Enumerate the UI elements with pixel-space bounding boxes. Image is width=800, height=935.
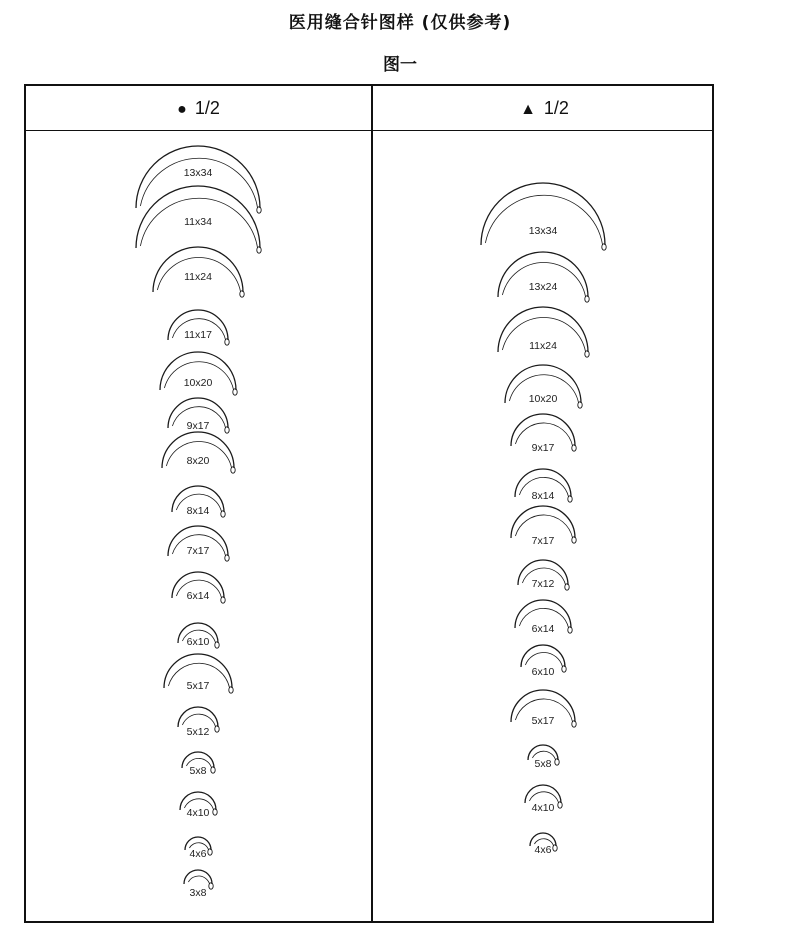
needle-eye xyxy=(558,802,562,808)
column-header-label: 1/2 xyxy=(543,98,569,118)
needle-size-label: 10x20 xyxy=(528,393,558,405)
needle-eye xyxy=(585,296,589,302)
needle-size-label: 9x17 xyxy=(186,420,210,432)
needle-item xyxy=(511,690,576,727)
needle-size-label: 6x10 xyxy=(186,636,210,648)
needle-item xyxy=(164,654,233,693)
needle-arc xyxy=(521,645,565,667)
needle-size-label: 4x10 xyxy=(186,807,210,819)
needle-size-label: 11x24 xyxy=(184,271,212,283)
needle-eye xyxy=(257,207,261,213)
needle-item xyxy=(168,310,229,345)
needle-item xyxy=(184,870,213,899)
column-header-label: 1/2 xyxy=(194,98,220,118)
needle-size-label: 11x17 xyxy=(184,329,212,341)
needle-eye xyxy=(562,666,566,672)
needle-size-label: 4x6 xyxy=(534,844,552,856)
needle-item xyxy=(136,186,261,253)
needle-eye xyxy=(225,339,229,345)
needle-eye xyxy=(221,597,225,603)
needle-size-label: 6x10 xyxy=(531,666,555,678)
needle-eye xyxy=(602,244,606,250)
needle-arc xyxy=(178,707,218,727)
page-title: 医用缝合针图样 (仅供参考) xyxy=(288,13,512,33)
needle-item xyxy=(182,752,215,777)
needle-eye xyxy=(585,351,589,357)
needle-item xyxy=(515,600,572,635)
needle-eye xyxy=(233,389,237,395)
needle-eye xyxy=(578,402,582,408)
needle-item xyxy=(162,432,235,473)
needle-item xyxy=(172,572,225,603)
needle-eye xyxy=(555,759,559,765)
needle-size-label: 4x10 xyxy=(531,802,555,814)
needle-eye xyxy=(553,845,557,851)
needle-size-label: 8x14 xyxy=(531,490,555,502)
needle-arc-inner xyxy=(485,195,602,245)
needle-eye xyxy=(208,849,212,855)
needle-item xyxy=(168,526,229,561)
needle-item xyxy=(521,645,566,678)
needle-item xyxy=(481,183,606,250)
needle-size-label: 7x12 xyxy=(531,578,555,590)
needle-item xyxy=(498,307,589,357)
circle-icon: ● xyxy=(177,101,187,118)
needle-size-label: 5x8 xyxy=(189,765,207,777)
needle-eye xyxy=(565,584,569,590)
needle-eye xyxy=(572,445,576,451)
needle-item xyxy=(515,469,572,502)
needle-item xyxy=(530,833,557,856)
needle-item xyxy=(178,623,219,648)
needle-size-label: 5x17 xyxy=(186,680,210,692)
needle-item xyxy=(505,365,582,408)
needle-size-label: 8x20 xyxy=(186,455,210,467)
needle-eye xyxy=(225,427,229,433)
needle-eye xyxy=(225,555,229,561)
needle-item xyxy=(511,414,576,454)
needle-eye xyxy=(572,537,576,543)
needle-item xyxy=(498,252,589,302)
needle-size-label: 6x14 xyxy=(186,590,210,602)
needle-item xyxy=(525,785,562,814)
needle-item xyxy=(172,486,225,517)
needle-eye xyxy=(572,721,576,727)
needle-item xyxy=(518,560,569,590)
needle-arc-inner xyxy=(188,876,209,884)
needle-arc xyxy=(511,506,575,538)
needle-eye xyxy=(568,496,572,502)
needle-eye xyxy=(240,291,244,297)
needle-arc xyxy=(153,247,243,292)
needle-size-label: 5x12 xyxy=(186,726,210,738)
needle-eye xyxy=(221,511,225,517)
needle-arc-inner xyxy=(525,652,562,667)
figure-caption: 图一 xyxy=(383,55,417,75)
needle-eye xyxy=(215,726,219,732)
needle-arc xyxy=(525,785,561,803)
needle-eye xyxy=(568,627,572,633)
needle-item xyxy=(153,247,244,297)
needle-size-label: 11x34 xyxy=(184,216,212,228)
needle-size-label: 13x24 xyxy=(528,281,558,293)
triangle-icon: ▲ xyxy=(520,101,536,118)
needle-size-label: 5x17 xyxy=(531,715,555,727)
needle-item xyxy=(178,707,219,738)
needle-size-label: 13x34 xyxy=(183,167,213,179)
needle-size-label: 13x34 xyxy=(528,225,558,237)
needle-size-label: 6x14 xyxy=(531,623,555,635)
needle-size-label: 8x14 xyxy=(186,505,210,517)
needle-size-label: 3x8 xyxy=(189,887,207,899)
needle-eye xyxy=(213,809,217,815)
needle-item xyxy=(528,745,559,770)
needle-size-label: 10x20 xyxy=(183,377,213,389)
needle-eye xyxy=(257,247,261,253)
needle-item xyxy=(511,506,576,547)
needle-arc xyxy=(184,870,212,884)
needle-item xyxy=(168,398,229,433)
needle-size-label: 7x17 xyxy=(531,535,555,547)
needle-eye xyxy=(215,642,219,648)
needle-size-label: 5x8 xyxy=(534,758,552,770)
needle-eye xyxy=(209,883,213,889)
needle-size-label: 9x17 xyxy=(531,442,555,454)
needle-size-label: 4x6 xyxy=(189,848,207,860)
needle-item xyxy=(180,792,217,819)
needle-size-label: 7x17 xyxy=(186,545,210,557)
needle-eye xyxy=(231,467,235,473)
needle-eye xyxy=(229,687,233,693)
needle-size-label: 11x24 xyxy=(529,340,557,352)
needle-item xyxy=(160,352,237,395)
needle-item xyxy=(185,837,212,860)
needle-eye xyxy=(211,767,215,773)
